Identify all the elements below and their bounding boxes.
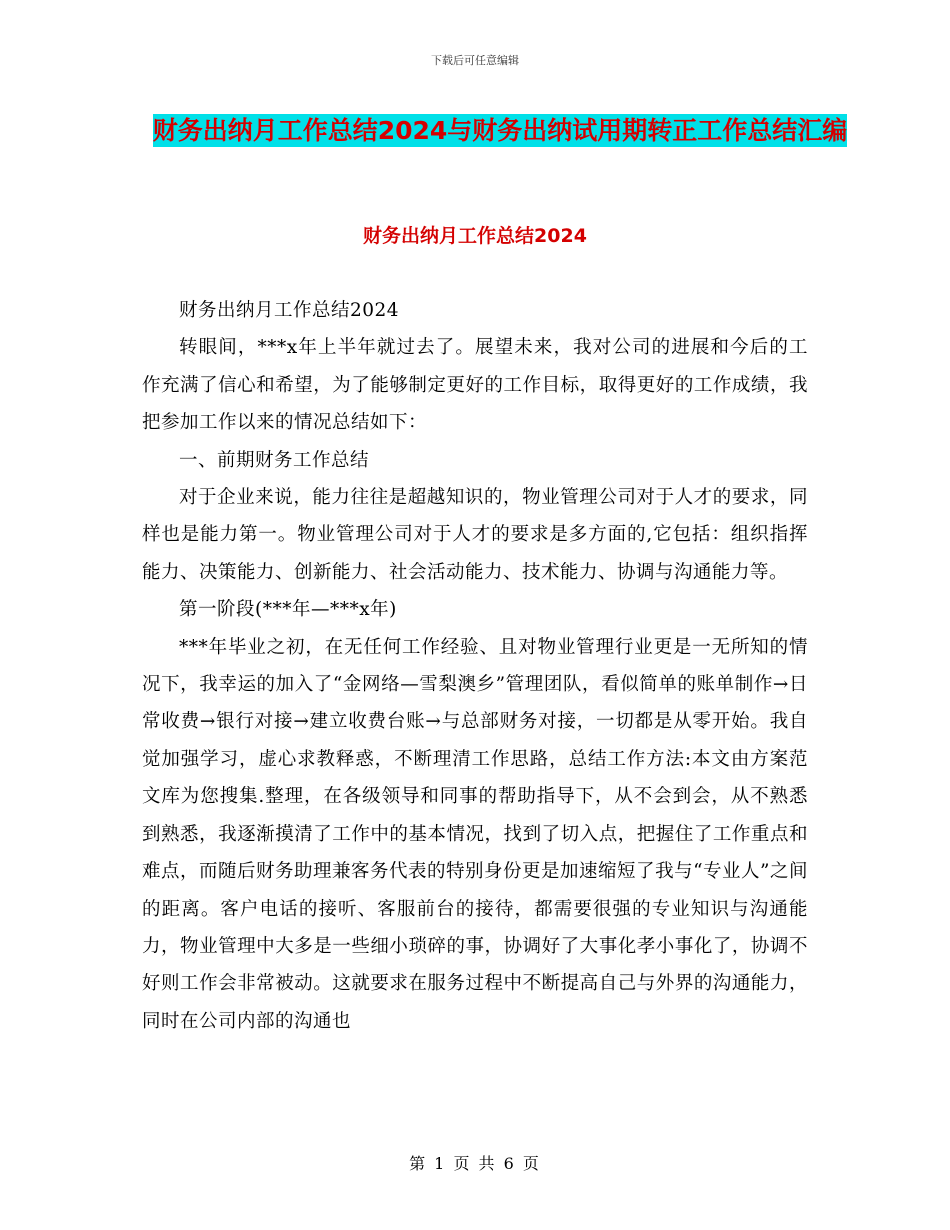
document-body <box>142 292 808 1040</box>
paragraph: 财务出纳月工作总结2024 <box>179 300 400 321</box>
paragraph: ***年毕业之初，在无任何工作经验、且对物业管理行业更是一无所知的情况下，我幸运的加入了“金网络—雪梨澳乡”管理团队，看似简单的账单制作→日常收费→银行对接→建立收费台账→与总部财务对接，一切都是从零开始。我自觉加强学习，虚心求教释惑，不断理清工作思路，总结工作方法:本文由方案范文库为您搜集.整理，在各级领导和同事的帮助指导下，从不会到会，从不熟悉到熟悉，我逐渐摸清了工作中的基本情况，找到了切入点，把握住了工作重点和难点，而随后财务助理兼客务代表的特别身份更是加速缩短了我与“专业人”之间的距离。客户电话的接听、客服前台的接待，都需要很强的专业知识与沟通能力，物业管理中大多是一些细小琐碎的事，协调好了大事化孝小事化了，协调不好则工作会非常被动。这就要求在服务过程中不断提高自己与外界的沟通能力，同时在公司内部的沟通也 <box>142 636 808 1032</box>
page-number: 第 1 页 共 6 页 <box>409 1154 541 1173</box>
paragraph: 一、前期财务工作总结 <box>179 449 370 471</box>
page-header-note: 下载后可任意编辑 <box>431 54 519 67</box>
paragraph: 转眼间，***x年上半年就过去了。展望未来，我对公司的进展和今后的工作充满了信心和希望，为了能够制定更好的工作目标，取得更好的工作成绩，我把参加工作以来的情况总结如下： <box>142 337 808 434</box>
document-title-highlight: 财务出纳月工作总结2024与财务出纳试用期转正工作总结汇编 <box>152 116 848 145</box>
document-title <box>140 108 860 154</box>
paragraph: 对于企业来说，能力往往是超越知识的，物业管理公司对于人才的要求，同样也是能力第一。物业管理公司对于人才的要求是多方面的,它包括：组织指挥能力、决策能力、创新能力、社会活动能力、技术能力、协调与沟通能力等。 <box>142 487 808 583</box>
section-title: 财务出纳月工作总结2024 <box>363 225 587 247</box>
paragraph: 第一阶段(***年—***x年) <box>179 599 397 621</box>
